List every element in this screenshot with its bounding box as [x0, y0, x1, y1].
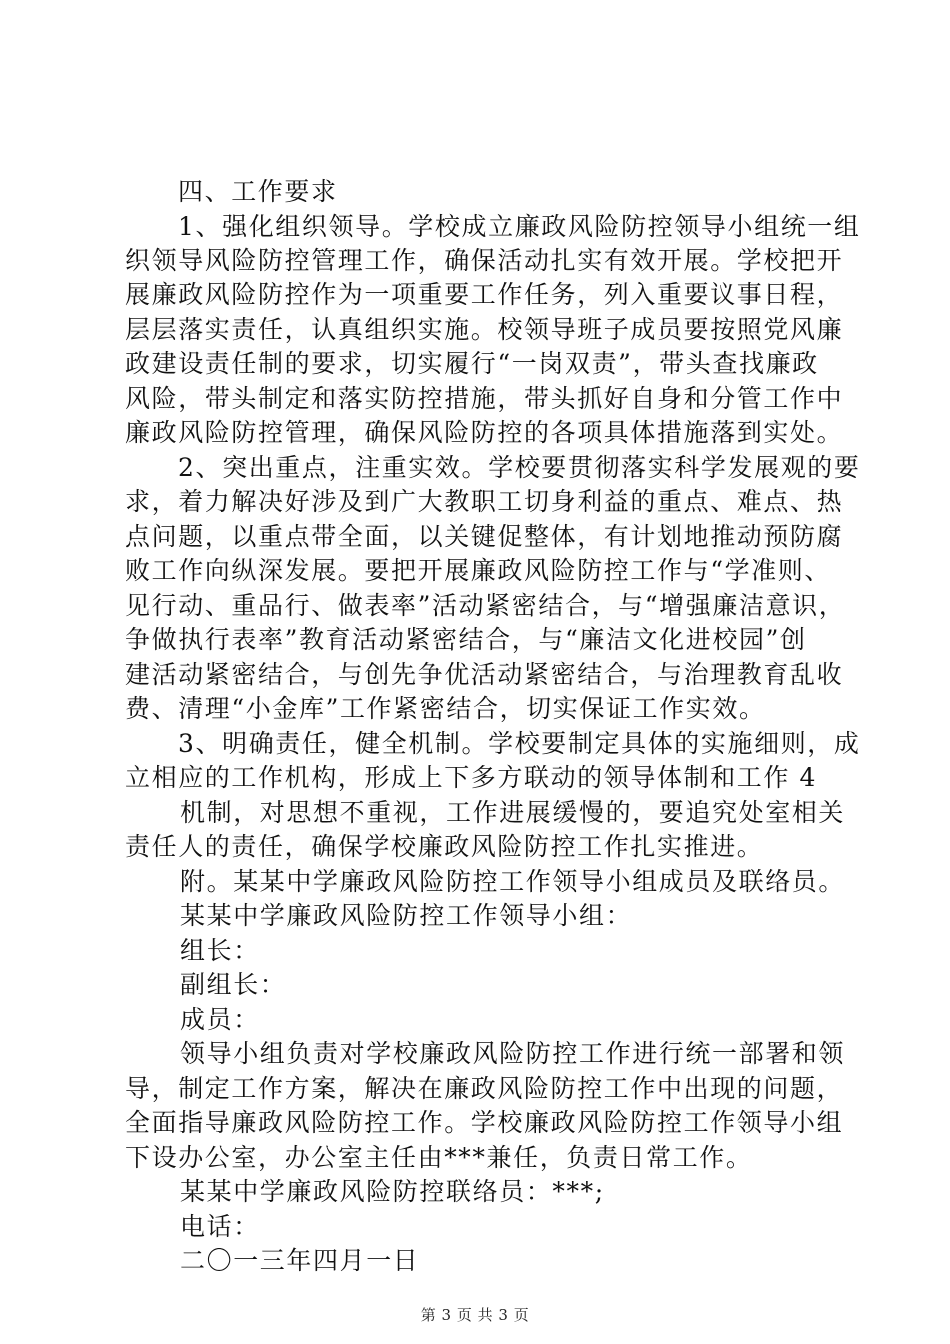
paragraph-line: 2、突出重点，注重实效。学校要贯彻落实科学发展观的要	[178, 453, 861, 482]
paragraph-line: 见行动、重品行、做表率”活动紧密结合，与“增强廉洁意识，	[125, 591, 846, 620]
paragraph-line: 领导小组负责对学校廉政风险防控工作进行统一部署和领	[180, 1039, 846, 1068]
deputy-leader-label: 副组长：	[180, 970, 287, 999]
paragraph-line: 导，制定工作方案，解决在廉政风险防控工作中出现的问题，	[125, 1074, 844, 1103]
paragraph-line: 败工作向纵深发展。要把开展廉政风险防控工作与“学准则、	[125, 556, 831, 585]
paragraph-line: 全面指导廉政风险防控工作。学校廉政风险防控工作领导小组	[125, 1108, 844, 1137]
appendix-line: 附。某某中学廉政风险防控工作领导小组成员及联络员。	[180, 867, 846, 896]
liaison-line: 某某中学廉政风险防控联络员：***;	[180, 1177, 605, 1206]
group-title: 某某中学廉政风险防控工作领导小组：	[180, 901, 633, 930]
group-leader-label: 组长：	[180, 936, 260, 965]
paragraph-line: 费、清理“小金库”工作紧密结合，切实保证工作实效。	[125, 694, 766, 723]
section-heading: 四、工作要求	[178, 177, 338, 206]
paragraph-line: 层层落实责任，认真组织实施。校领导班子成员要按照党风廉	[125, 315, 844, 344]
paragraph-line: 责任人的责任，确保学校廉政风险防控工作扎实推进。	[125, 832, 764, 861]
paragraph-line: 廉政风险防控管理，确保风险防控的各项具体措施落到实处。	[125, 418, 844, 447]
paragraph-line: 争做执行表率”教育活动紧密结合，与“廉洁文化进校园”创	[125, 625, 807, 654]
paragraph-line: 风险，带头制定和落实防控措施，带头抓好自身和分管工作中	[125, 384, 844, 413]
paragraph-line: 政建设责任制的要求，切实履行“一岗双责”，带头查找廉政	[125, 349, 819, 378]
paragraph-line: 机制，对思想不重视，工作进展缓慢的，要追究处室相关	[180, 798, 846, 827]
page-footer: 第 3 页 共 3 页	[420, 1306, 530, 1324]
paragraph-line: 点问题，以重点带全面，以关键促整体，有计划地推动预防腐	[125, 522, 844, 551]
paragraph-line: 下设办公室，办公室主任由***兼任，负责日常工作。	[125, 1143, 753, 1172]
paragraph-line: 织领导风险防控管理工作，确保活动扎实有效开展。学校把开	[125, 246, 844, 275]
paragraph-line: 求，着力解决好涉及到广大教职工切身利益的重点、难点、热	[125, 487, 844, 516]
phone-label: 电话：	[180, 1212, 260, 1241]
paragraph-line: 1、强化组织领导。学校成立廉政风险防控领导小组统一组	[178, 212, 861, 241]
paragraph-line: 3、明确责任，健全机制。学校要制定具体的实施细则，成	[178, 729, 861, 758]
date-line: 二〇一三年四月一日	[180, 1246, 420, 1275]
paragraph-line: 展廉政风险防控作为一项重要工作任务，列入重要议事日程，	[125, 280, 844, 309]
paragraph-line: 建活动紧密结合，与创先争优活动紧密结合，与治理教育乱收	[125, 660, 844, 689]
members-label: 成员：	[180, 1005, 260, 1034]
paragraph-line: 立相应的工作机构，形成上下多方联动的领导体制和工作 4	[125, 763, 818, 792]
